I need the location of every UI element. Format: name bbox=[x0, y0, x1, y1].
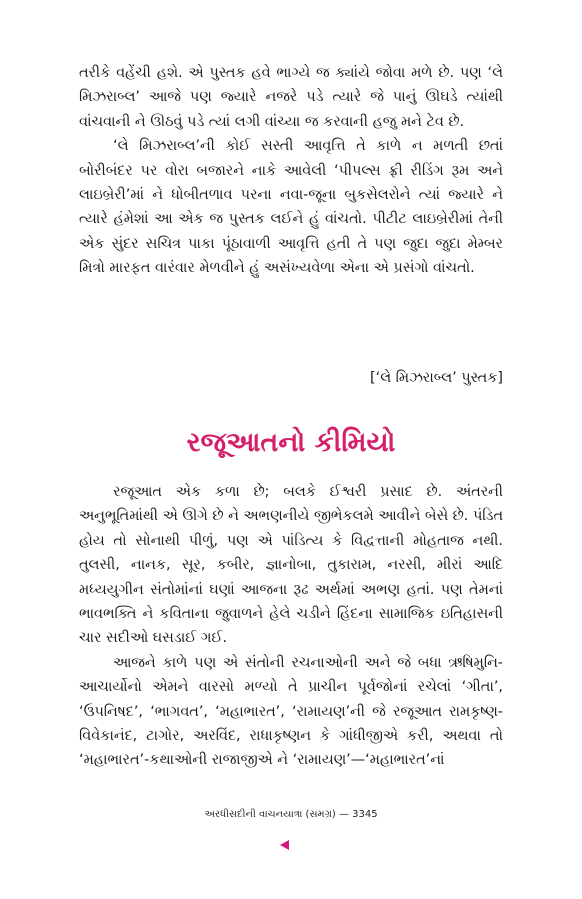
previous-page-arrow-icon[interactable] bbox=[280, 840, 289, 850]
body-paragraph: તરીકે વહેંચી હશે. એ પુસ્તક હવે ભાગ્યે જ ક્યાંયે જોવા મળે છે. પણ ‘લે મિઝરાબ્લ’ આજે પણ જ્યારે નજરે પડે ત્યારે જે પાનું ઊઘડે ત્યાંથી વાંચવાની ને ઊઠવું પડે ત્યાં લગી વાંચ્યા જ કરવાની હજુ મને ટેવ છે. bbox=[79, 65, 503, 130]
section-heading: રજૂઆતનો કીમિયો bbox=[186, 427, 396, 458]
body-paragraph: રજૂઆત એક કળા છે; બલકે ઈશ્વરી પ્રસાદ છે. અંતરની અનુભૂતિમાંથી એ ઊગે છે ને અભણનીયે જીભેકલમે આવીને બેસે છે. પંડિત હોય તો સોનાથી પીળું, પણ એ પાંડિત્ય કે વિદ્વત્તાની મોહતાજ નથી. તુલસી, નાનક, સૂર, કબીર, જ્ઞાનોબા, તુકારામ, નરસી, મીરાં આદિ મધ્યયુગીન સંતોમાંનાં ઘણાં આજના રૂઢ અર્થમાં અભણ હતાં. પણ તેમનાં ભાવભક્તિ ને કવિતાના જુવાળને હેલે ચડીને હિંદના સામાજિક ઇતિહાસની ચાર સદીઓ ઘસડાઈ ગઈ. bbox=[79, 484, 503, 647]
top-section bbox=[79, 61, 503, 281]
body-paragraph: આજને કાળે પણ એ સંતોની રચનાઓની અને જે બધા ઋષિમુનિ-આચાર્યોનો એમને વારસો મળ્યો તે પ્રાચીન પૂર્વજોનાં રચેલાં ‘ગીતા’, ‘ઉપનિષદ’, ‘ભાગવત’, ‘મહાભારત’, ‘રામાયણ’ની જે રજૂઆત રામકૃષ્ણ-વિવેકાનંદ, ટાગોર, અરવિંદ, રાધાકૃષ્ણન કે ગાંધીજીએ કરી, અથવા તો ‘મહાભારત’-કથાઓની રાજાજીએ ને ‘રામાયણ’—‘મહાભારત’નાં bbox=[79, 654, 503, 769]
section-body bbox=[79, 480, 503, 773]
source-note: [‘લે મિઝરાબ્લ’ પુસ્તક] bbox=[370, 370, 503, 386]
page-footer: અરધીસદીની વાચનયાત્રા (સમગ્ર) — 3345 bbox=[204, 809, 378, 820]
body-paragraph: ‘લે મિઝરાબ્લ’ની કોઈ સસ્તી આવૃત્તિ તે કાળે ન મળતી છતાં બોરીબંદર પર વોરા બજારને નાકે આવેલી ‘પીપલ્સ ફ્રી રીડિંગ રૂમ અને લાઇબ્રેરી’માં ને ધોબીતળાવ પરના નવા-જૂના બુકસેલરોને ત્યાં જ્યારે ને ત્યારે હંમેશાં આ એક જ પુસ્તક લઈને હું વાંચતો. પીટીટ લાઇબ્રેરીમાં તેની એક સુંદર સચિત્ર પાકા પૂંઠાવાળી આવૃત્તિ હતી તે પણ જુદા જુદા મેમ્બર મિત્રો મારફત વારંવાર મેળવીને હું અસંખ્યવેળા એના એ પ્રસંગો વાંચતો. bbox=[79, 138, 503, 277]
